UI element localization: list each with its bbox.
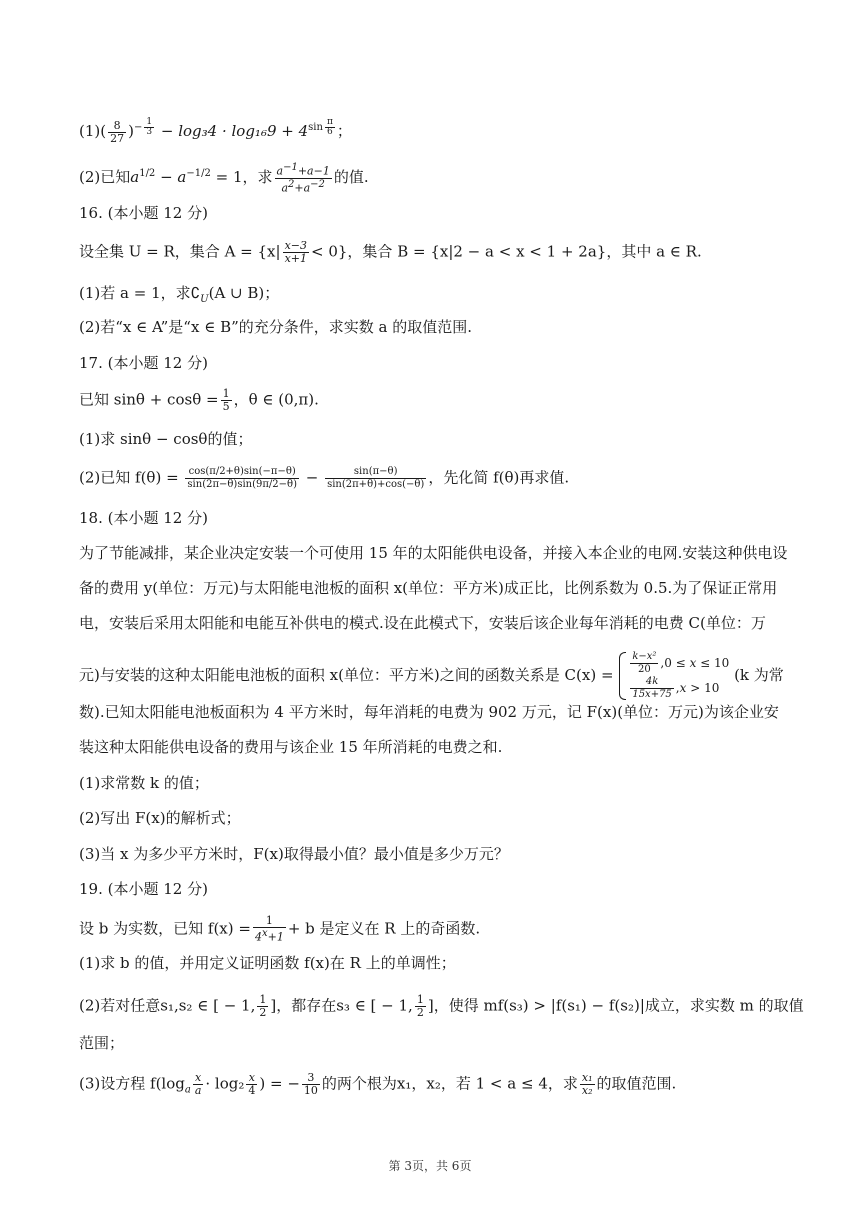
q18-line6: 装这种太阳能供电设备的费用与该企业 15 年所消耗的电费之和. bbox=[79, 738, 503, 756]
q17-part2: (2)已知 f(θ) = $\frac{\cos(\pi/2+\theta)\sin(-\pi-\theta)}{\sin(2\pi-\theta)\sin(9\pi/2-\theta)}$ − $\frac{\sin(\pi-\theta)}{\sin(2\pi+\theta)+\cos(-\theta)}$ ，先化简 f(θ)再求值. bbox=[79, 466, 570, 490]
q16-stem: 设全集 U = R，集合 A = {x| $\frac{x-3}{x+1}$ < 0}，集合 B = {x|2 − a < x < 1 + 2a}，其中 a ∈ R. bbox=[79, 239, 702, 265]
q19-part2-cont: 范围； bbox=[79, 1034, 125, 1052]
q15-part1: (1)( $\frac{8}{27}$ )$^{- \frac{1}{3}}$ − $\log_34 \cdot \log_{16}9 + 4^{sin \frac{\pi}{6}}$ ； bbox=[79, 117, 352, 145]
page-footer: 第 3页，共 6页 bbox=[388, 1159, 472, 1173]
q19-part1: (1)求 b 的值，并用定义证明函数 f(x)在 R 上的单调性； bbox=[79, 954, 456, 972]
q17-heading: 17. (本小题 12 分) bbox=[79, 354, 208, 372]
q19-part2: (2)若对任意s₁,s₂ ∈ [ − 1, $\frac{1}{2}$ ]，都存在s₃ ∈ [ − 1, $\frac{1}{2}$ ]，使得 mf(s₃) > |f(s₁) − f(s₂)|成立，求实数 m 的取值 bbox=[79, 993, 804, 1019]
q18-part2: (2)写出 F(x)的解析式； bbox=[79, 809, 241, 827]
q17-stem: 已知 sinθ + cosθ = $\frac{1}{5}$ ，θ ∈ (0,π). bbox=[79, 387, 319, 413]
q18-heading: 18. (本小题 12 分) bbox=[79, 509, 208, 527]
q18-part1: (1)求常数 k 的值； bbox=[79, 774, 209, 792]
q15-part2: (2)已知$a^{1/2} - a^{-1/2} = 1$，求 $\frac{a^{-1}+a-1}{a^2+a^{-2}}$ 的值. bbox=[79, 162, 369, 195]
q19-heading: 19. (本小题 12 分) bbox=[79, 880, 208, 898]
q18-line1: 为了节能减排，某企业决定安装一个可使用 15 年的太阳能供电设备，并接入本企业的电网.安装这种供电设 bbox=[79, 544, 788, 562]
q19-stem: 设 b 为实数，已知 f(x) = $\frac{1}{4^x+1}$ + b 是定义在 R 上的奇函数. bbox=[79, 914, 481, 944]
piecewise-function: $\frac{\text{k−x²}}{20}$ ,0 ≤ x ≤ 10 $\frac{4k}{15x+75}$ ,x > 10 bbox=[618, 651, 729, 701]
q16-part1: (1)若 a = 1，求$∁_U(A$ ∪ B)； bbox=[79, 284, 280, 305]
q17-part1: (1)求 sinθ − cosθ的值； bbox=[79, 430, 253, 448]
q16-part2: (2)若“x ∈ A”是“x ∈ B”的充分条件，求实数 a 的取值范围. bbox=[79, 318, 473, 336]
q18-part3: (3)当 x 为多少平方米时，F(x)取得最小值？最小值是多少万元？ bbox=[79, 845, 509, 863]
q18-line2: 备的费用 y(单位：万元)与太阳能电池板的面积 x(单位：平方米)成正比，比例系数为 0.5.为了保证正常用 bbox=[79, 579, 778, 597]
q18-line4: 元)与安装的这种太阳能电池板的面积 x(单位：平方米)之间的函数关系是 C(x) = $\frac{\text{k−x²}}{20}$ ,0 ≤ x ≤ 10 $\frac{4k}{15x+75}$ ,x > 10 (k 为常 bbox=[79, 651, 784, 700]
q18-line5: 数).已知太阳能电池板面积为 4 平方米时，每年消耗的电费为 902 万元，记 F(x)(单位：万元)为该企业安 bbox=[79, 703, 779, 721]
q16-heading: 16. (本小题 12 分) bbox=[79, 204, 208, 222]
q18-line3: 电，安装后采用太阳能和电能互补供电的模式.设在此模式下，安装后该企业每年消耗的电费 C(单位：万 bbox=[79, 614, 766, 632]
q19-part3: (3)设方程 $f(\log_a$ $\frac{x}{a}$ · log₂ $\frac{x}{4}$ ) = − $\frac{3}{10}$ 的两个根为x₁，x₂，若 1 < a ≤ 4，求 $\frac{\text{x₁}}{\text{x₂}}$ 的取值范围. bbox=[79, 1071, 677, 1097]
